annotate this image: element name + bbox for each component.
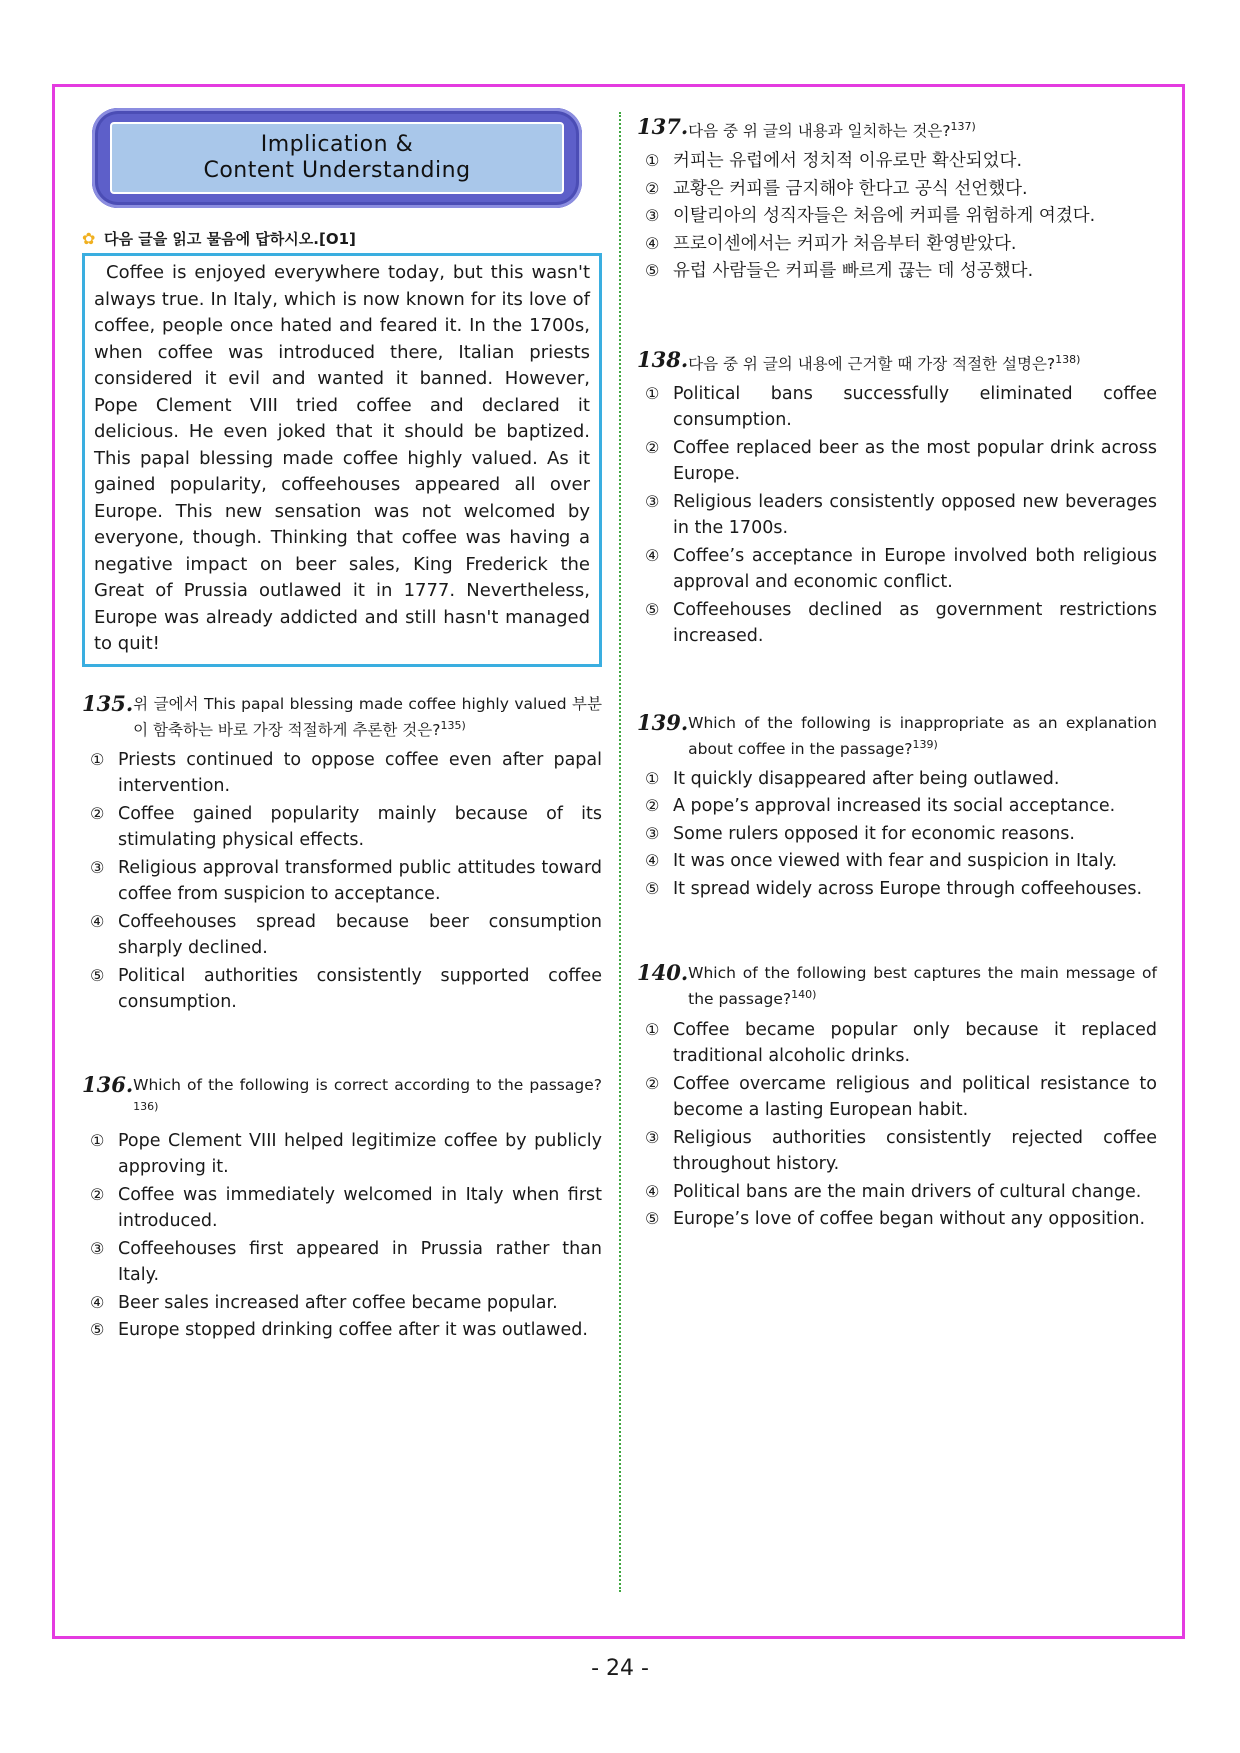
option-marker: ④ [645, 545, 660, 565]
option-marker: ① [90, 749, 105, 769]
option-text: It was once viewed with fear and suspicion in Italy. [673, 851, 1118, 872]
option-marker: ③ [645, 1127, 660, 1147]
option-text: Religious approval transformed public attitudes toward coffee from suspicion to acceptance. [118, 857, 602, 905]
answer-option[interactable] [637, 176, 1157, 203]
answer-option[interactable] [637, 793, 1157, 820]
answer-option[interactable] [82, 1317, 602, 1344]
answer-option[interactable] [637, 766, 1157, 793]
question-number: 140. [637, 960, 689, 986]
question-140 [637, 962, 1157, 1232]
option-marker: ① [645, 1019, 660, 1039]
column-divider [619, 112, 621, 1592]
question-number: 135. [82, 690, 134, 716]
option-marker: ① [645, 768, 660, 788]
option-text: 프로이센에서는 커피가 처음부터 환영받았다. [673, 233, 1017, 254]
option-marker: ③ [645, 491, 660, 511]
option-text: Pope Clement VIII helped legitimize coffee by publicly approving it. [118, 1130, 602, 1178]
question-stem: Which of the following is correct according to the passage?$^{136)}$ [133, 1075, 602, 1113]
option-marker: ② [645, 178, 660, 198]
option-list [637, 148, 1157, 285]
question-139 [637, 709, 1157, 903]
option-list [637, 766, 1157, 903]
option-marker: ① [90, 1130, 105, 1150]
option-list [82, 747, 602, 1016]
option-text: Beer sales increased after coffee became popular. [118, 1292, 558, 1313]
answer-option[interactable] [637, 203, 1157, 230]
option-text: It quickly disappeared after being outlawed. [673, 768, 1060, 789]
option-text: Religious leaders consistently opposed new beverages in the 1700s. [673, 491, 1157, 539]
answer-option[interactable] [637, 489, 1157, 542]
option-text: 교황은 커피를 금지해야 한다고 공식 선언했다. [673, 178, 1028, 199]
option-marker: ② [90, 803, 105, 823]
answer-option[interactable] [82, 1290, 602, 1317]
answer-option[interactable] [637, 148, 1157, 175]
right-column [637, 116, 1157, 1234]
answer-option[interactable] [637, 1071, 1157, 1124]
option-text: Coffee was immediately welcomed in Italy when first introduced. [118, 1184, 602, 1232]
option-marker: ③ [645, 206, 660, 226]
option-list [637, 381, 1157, 650]
question-number: 137. [637, 114, 689, 139]
question-136 [82, 1071, 602, 1344]
option-marker: ① [645, 383, 660, 403]
option-marker: ③ [90, 1238, 105, 1258]
answer-option[interactable] [637, 821, 1157, 848]
question-number: 138. [637, 346, 689, 372]
option-marker: ⑤ [645, 261, 660, 281]
option-marker: ⑤ [645, 1209, 660, 1229]
question-number: 139. [637, 709, 689, 735]
question-stem: 위 글에서 This papal blessing made coffee highly valued 부분이 함축하는 바로 가장 적절하게 추론한 것은?$^{135)}$ [133, 694, 602, 739]
option-marker: ⑤ [90, 965, 105, 985]
answer-option[interactable] [637, 231, 1157, 258]
answer-option[interactable] [82, 801, 602, 854]
question-stem: 다음 중 위 글의 내용과 일치하는 것은?$^{137)}$ [688, 120, 976, 141]
banner-line-1: Implication & [260, 132, 414, 157]
option-text: Political bans successfully eliminated coffee consumption. [673, 383, 1157, 431]
option-marker: ③ [645, 823, 660, 843]
option-marker: ④ [90, 1292, 105, 1312]
answer-option[interactable] [82, 1236, 602, 1289]
answer-option[interactable] [637, 258, 1157, 285]
option-text: Coffeehouses declined as government restrictions increased. [673, 599, 1157, 647]
question-stem: Which of the following is inappropriate as an explanation about coffee in the passage?$^{139)}$ [688, 713, 1157, 758]
question-138 [637, 346, 1157, 650]
option-text: Coffeehouses first appeared in Prussia rather than Italy. [118, 1238, 602, 1286]
answer-option[interactable] [82, 909, 602, 962]
option-marker: ② [645, 1073, 660, 1093]
option-text: Coffee overcame religious and political resistance to become a lasting European habit. [673, 1073, 1157, 1121]
option-text: Europe’s love of coffee began without any opposition. [673, 1209, 1146, 1230]
answer-option[interactable] [82, 855, 602, 908]
option-text: Coffeehouses spread because beer consumption sharply declined. [118, 911, 602, 959]
option-text: Political bans are the main drivers of cultural change. [673, 1181, 1142, 1202]
option-text: Coffee gained popularity mainly because of its stimulating physical effects. [118, 803, 602, 851]
answer-option[interactable] [637, 1206, 1157, 1233]
option-text: A pope’s approval increased its social acceptance. [673, 796, 1116, 817]
option-text: Coffee became popular only because it replaced traditional alcoholic drinks. [673, 1019, 1157, 1067]
banner-line-2: Content Understanding [203, 158, 471, 183]
option-text: 커피는 유럽에서 정치적 이유로만 확산되었다. [673, 151, 1023, 172]
flower-icon: ✿ [82, 228, 96, 248]
option-marker: ④ [645, 233, 660, 253]
page-number: - 24 - [591, 1656, 649, 1681]
section-banner [92, 108, 582, 208]
option-text: It spread widely across Europe through coffeehouses. [673, 878, 1143, 899]
option-text: Some rulers opposed it for economic reasons. [673, 823, 1075, 844]
question-stem: Which of the following best captures the main message of the passage?$^{140)}$ [688, 964, 1157, 1009]
option-marker: ① [645, 151, 660, 171]
question-137 [637, 116, 1157, 285]
option-text: Religious authorities consistently rejected coffee throughout history. [673, 1127, 1157, 1175]
option-marker: ② [90, 1184, 105, 1204]
option-text: Political authorities consistently supported coffee consumption. [118, 965, 602, 1013]
option-text: Coffee’s acceptance in Europe involved both religious approval and economic conflict. [673, 545, 1157, 593]
answer-option[interactable] [82, 1182, 602, 1235]
answer-option[interactable] [637, 1017, 1157, 1070]
option-marker: ② [645, 437, 660, 457]
option-marker: ⑤ [645, 878, 660, 898]
option-marker: ④ [90, 911, 105, 931]
option-marker: ④ [645, 851, 660, 871]
option-text: 이탈리아의 성직자들은 처음에 커피를 위험하게 여겼다. [673, 206, 1096, 227]
answer-option[interactable] [637, 1125, 1157, 1178]
option-marker: ③ [90, 857, 105, 877]
question-135 [82, 690, 602, 1016]
option-marker: ⑤ [645, 599, 660, 619]
option-text: 유럽 사람들은 커피를 빠르게 끊는 데 성공했다. [673, 261, 1034, 282]
answer-option[interactable] [637, 597, 1157, 650]
question-number: 136. [82, 1071, 134, 1097]
answer-option[interactable] [637, 1179, 1157, 1206]
option-text: Priests continued to oppose coffee even after papal intervention. [118, 749, 602, 797]
option-marker: ④ [645, 1181, 660, 1201]
answer-option[interactable] [82, 1128, 602, 1181]
answer-option[interactable] [637, 381, 1157, 434]
option-marker: ② [645, 796, 660, 816]
left-column [82, 108, 602, 1345]
answer-option[interactable] [637, 543, 1157, 596]
option-marker: ⑤ [90, 1320, 105, 1340]
passage-text: Coffee is enjoyed everywhere today, but this wasn't always true. In Italy, which is now known for its love of coffee, people once hated and feared it. In the 1700s, when coffee was introduced there, Italian priests considered it evil and wanted it banned. However, Pope Clement VIII tried coffee and declared it delicious. He even joked that it should be baptized. This papal blessing made coffee highly valued. As it gained popularity, coffeehouses appeared all over Europe. This new sensation was not welcomed by everyone, though. Thinking that coffee was having a negative impact on beer sales, King Frederick the Great of Prussia outlawed it in 1777. Nevertheless, Europe was already addicted and still hasn't managed to quit! [94, 262, 590, 654]
answer-option[interactable] [82, 747, 602, 800]
question-stem: 다음 중 위 글의 내용에 근거할 때 가장 적절한 설명은?$^{138)}$ [688, 352, 1081, 373]
option-text: Coffee replaced beer as the most popular drink across Europe. [673, 437, 1157, 485]
option-list [637, 1017, 1157, 1233]
instruction-text: 다음 글을 읽고 물음에 답하시오.[O1] [104, 230, 356, 248]
answer-option[interactable] [82, 963, 602, 1016]
option-list [82, 1128, 602, 1344]
answer-option[interactable] [637, 435, 1157, 488]
reading-passage [82, 253, 602, 667]
answer-option[interactable] [637, 876, 1157, 903]
instruction [82, 228, 602, 249]
option-text: Europe stopped drinking coffee after it was outlawed. [118, 1320, 588, 1341]
answer-option[interactable] [637, 848, 1157, 875]
